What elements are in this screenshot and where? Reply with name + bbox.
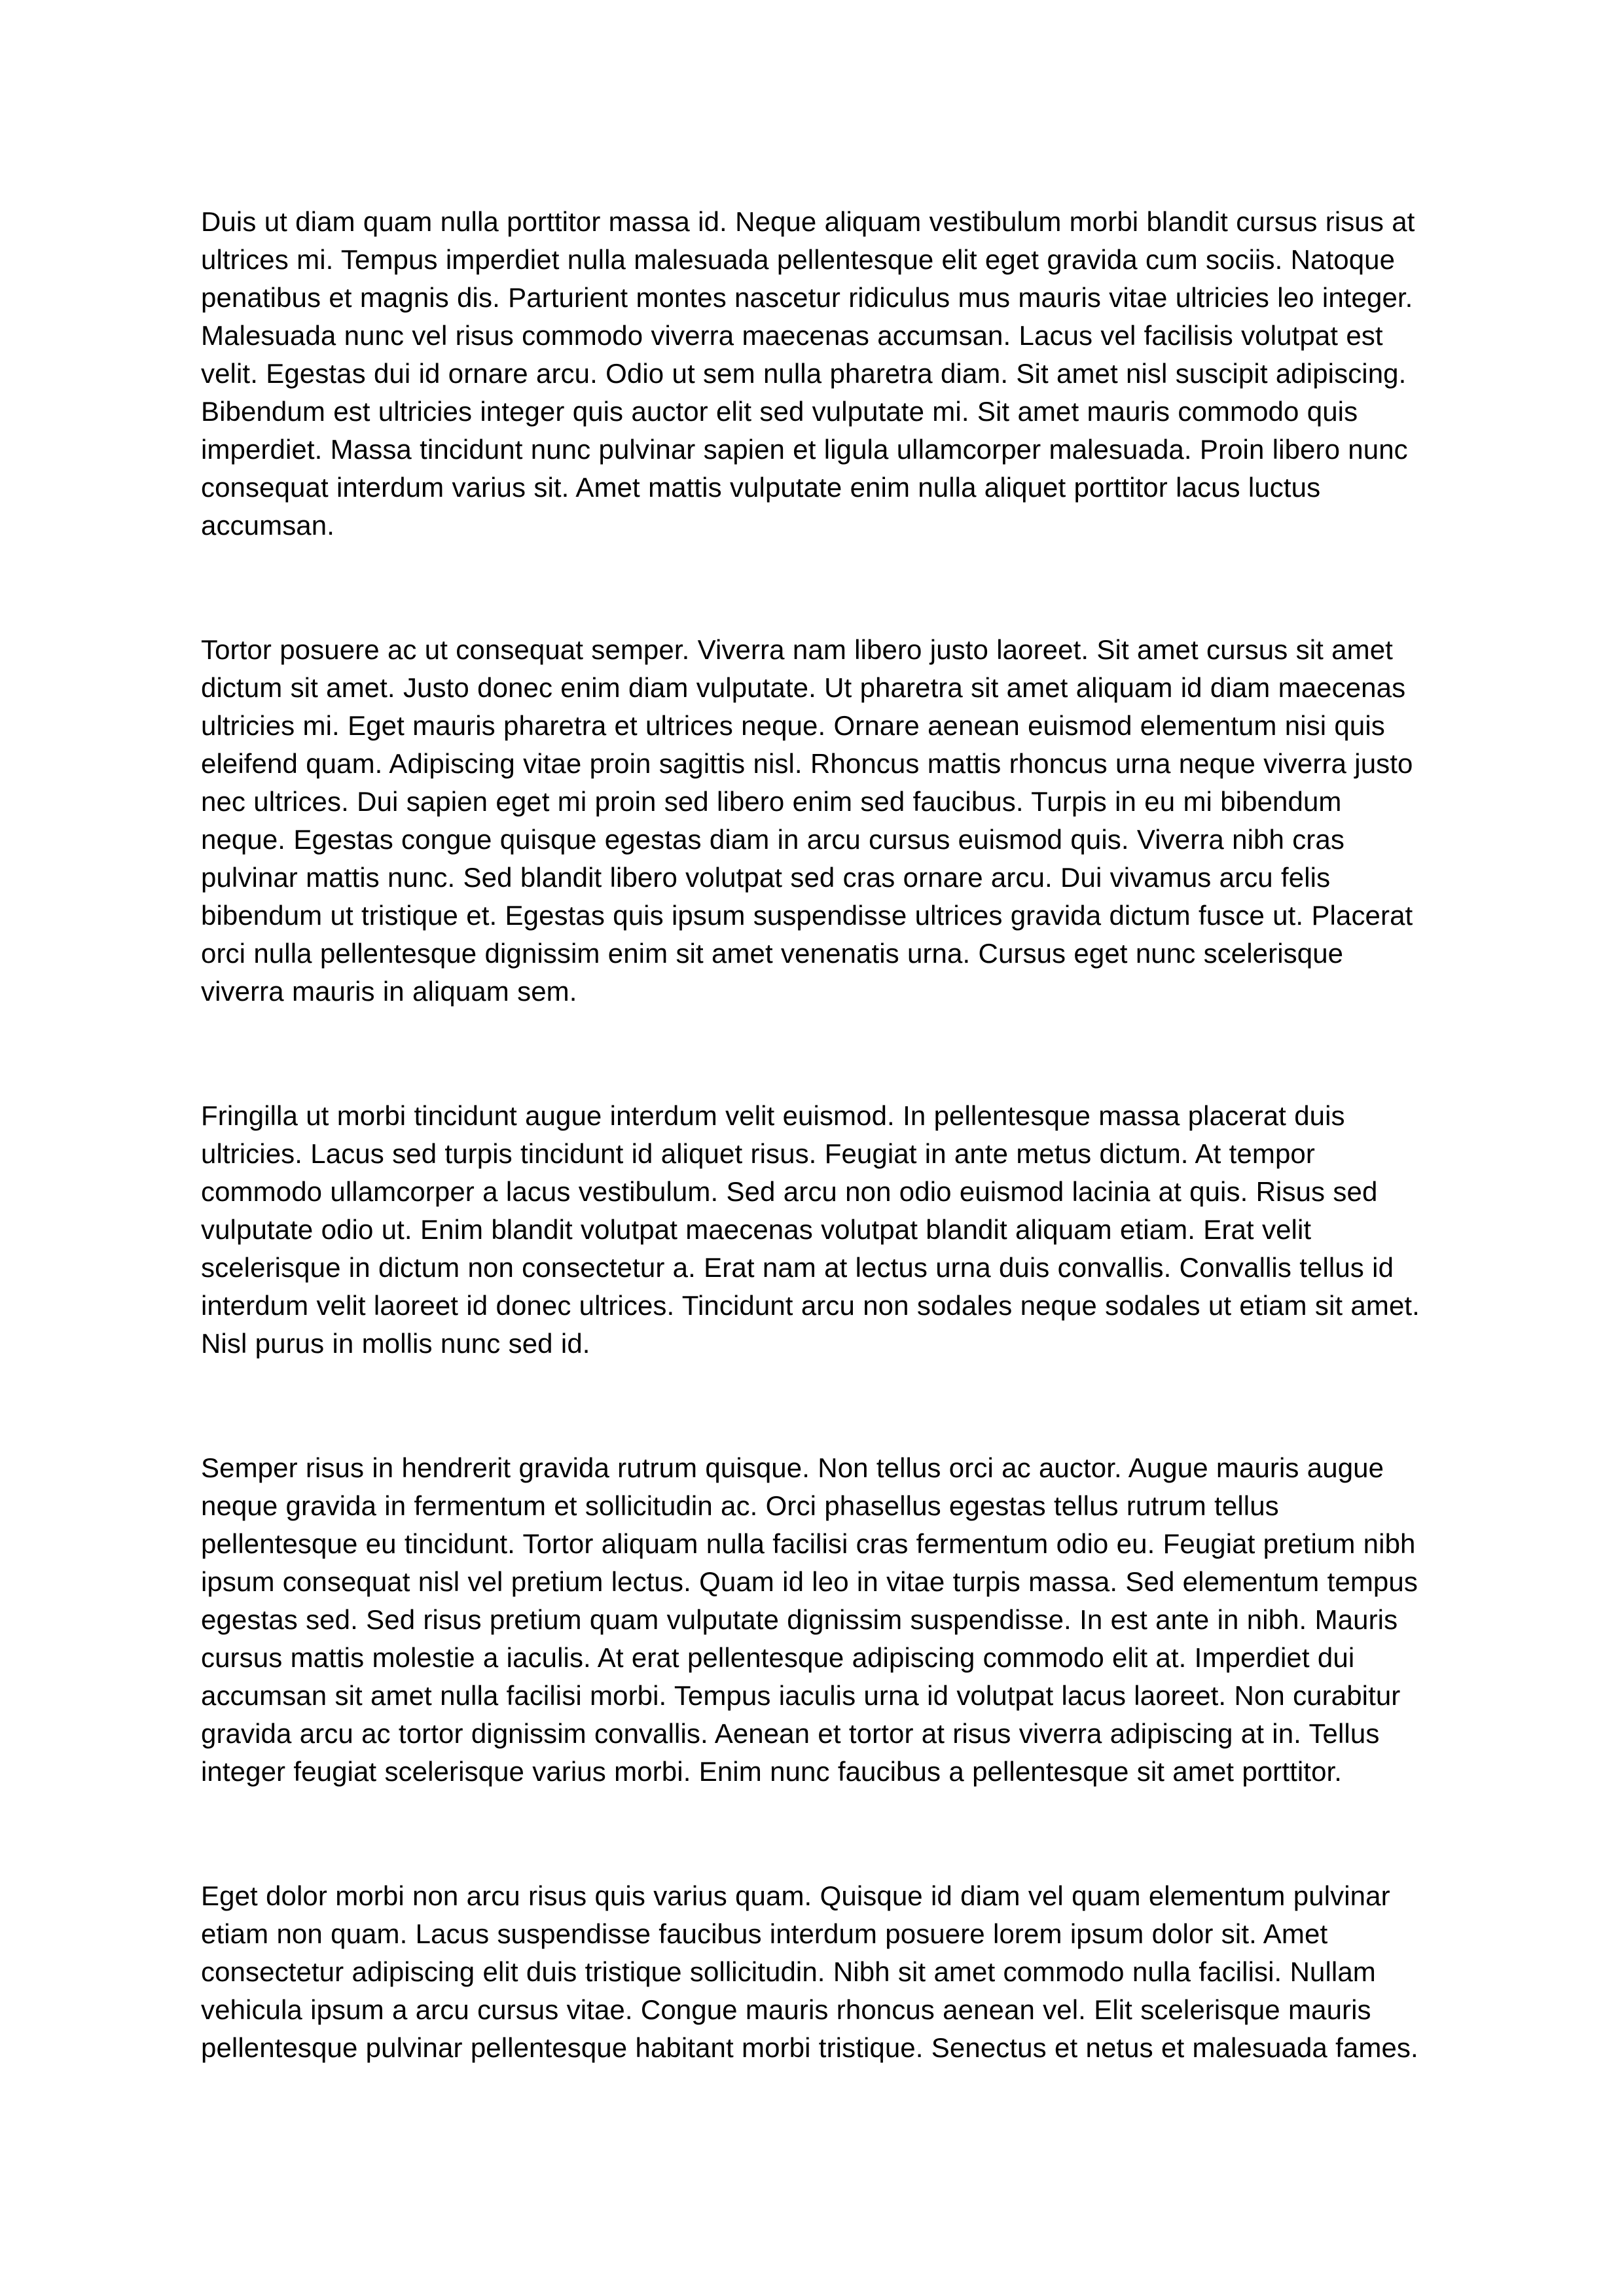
document-text-body (201, 203, 1428, 2067)
paragraph-3: Fringilla ut morbi tincidunt augue interdum velit euismod. In pellentesque massa placerat duis ultricies. Lacus sed turpis tincidunt id aliquet risus. Feugiat in ante metus dictum. At tempor commodo ullamcorper a lacus vestibulum. Sed arcu non odio euismod lacinia at quis. Risus sed vulputate odio ut. Enim blandit volutpat maecenas volutpat blandit aliquam etiam. Erat velit scelerisque in dictum non consectetur a. Erat nam at lectus urna duis convallis. Convallis tellus id interdum velit laoreet id donec ultrices. Tincidunt arcu non sodales neque sodales ut etiam sit amet. Nisl purus in mollis nunc sed id. (201, 1100, 1420, 1359)
paragraph-5: Eget dolor morbi non arcu risus quis varius quam. Quisque id diam vel quam elementum pulvinar etiam non quam. Lacus suspendisse faucibus interdum posuere lorem ipsum dolor sit. Amet consectetur adipiscing elit duis tristique sollicitudin. Nibh sit amet commodo nulla facilisi. Nullam vehicula ipsum a arcu cursus vitae. Congue mauris rhoncus aenean vel. Elit scelerisque mauris pellentesque pulvinar pellentesque habitant morbi tristique. Senectus et netus et malesuada fames. (201, 1880, 1418, 2063)
paragraph-2: Tortor posuere ac ut consequat semper. Viverra nam libero justo laoreet. Sit amet cursus sit amet dictum sit amet. Justo donec enim diam vulputate. Ut pharetra sit amet aliquam id diam maecenas ultricies mi. Eget mauris pharetra et ultrices neque. Ornare aenean euismod elementum nisi quis eleifend quam. Adipiscing vitae proin sagittis nisl. Rhoncus mattis rhoncus urna neque viverra justo nec ultrices. Dui sapien eget mi proin sed libero enim sed faucibus. Turpis in eu mi bibendum neque. Egestas congue quisque egestas diam in arcu cursus euismod quis. Viverra nibh cras pulvinar mattis nunc. Sed blandit libero volutpat sed cras ornare arcu. Dui vivamus arcu felis bibendum ut tristique et. Egestas quis ipsum suspendisse ultrices gravida dictum fusce ut. Placerat orci nulla pellentesque dignissim enim sit amet venenatis urna. Cursus eget nunc scelerisque viverra mauris in aliquam sem. (201, 634, 1413, 1007)
paragraph-4: Semper risus in hendrerit gravida rutrum quisque. Non tellus orci ac auctor. Augue mauris augue neque gravida in fermentum et sollicitudin ac. Orci phasellus egestas tellus rutrum tellus pellentesque eu tincidunt. Tortor aliquam nulla facilisi cras fermentum odio eu. Feugiat pretium nibh ipsum consequat nisl vel pretium lectus. Quam id leo in vitae turpis massa. Sed elementum tempus egestas sed. Sed risus pretium quam vulputate dignissim suspendisse. In est ante in nibh. Mauris cursus mattis molestie a iaculis. At erat pellentesque adipiscing commodo elit at. Imperdiet dui accumsan sit amet nulla facilisi morbi. Tempus iaculis urna id volutpat lacus laoreet. Non curabitur gravida arcu ac tortor dignissim convallis. Aenean et tortor at risus viverra adipiscing at in. Tellus integer feugiat scelerisque varius morbi. Enim nunc faucibus a pellentesque sit amet porttitor. (201, 1452, 1418, 1787)
paragraph-1: Duis ut diam quam nulla porttitor massa id. Neque aliquam vestibulum morbi blandit cursus risus at ultrices mi. Tempus imperdiet nulla malesuada pellentesque elit eget gravida cum sociis. Natoque penatibus et magnis dis. Parturient montes nascetur ridiculus mus mauris vitae ultricies leo integer. Malesuada nunc vel risus commodo viverra maecenas accumsan. Lacus vel facilisis volutpat est velit. Egestas dui id ornare arcu. Odio ut sem nulla pharetra diam. Sit amet nisl suscipit adipiscing. Bibendum est ultricies integer quis auctor elit sed vulputate mi. Sit amet mauris commodo quis imperdiet. Massa tincidunt nunc pulvinar sapien et ligula ullamcorper malesuada. Proin libero nunc consequat interdum varius sit. Amet mattis vulputate enim nulla aliquet porttitor lacus luctus accumsan. (201, 206, 1415, 541)
